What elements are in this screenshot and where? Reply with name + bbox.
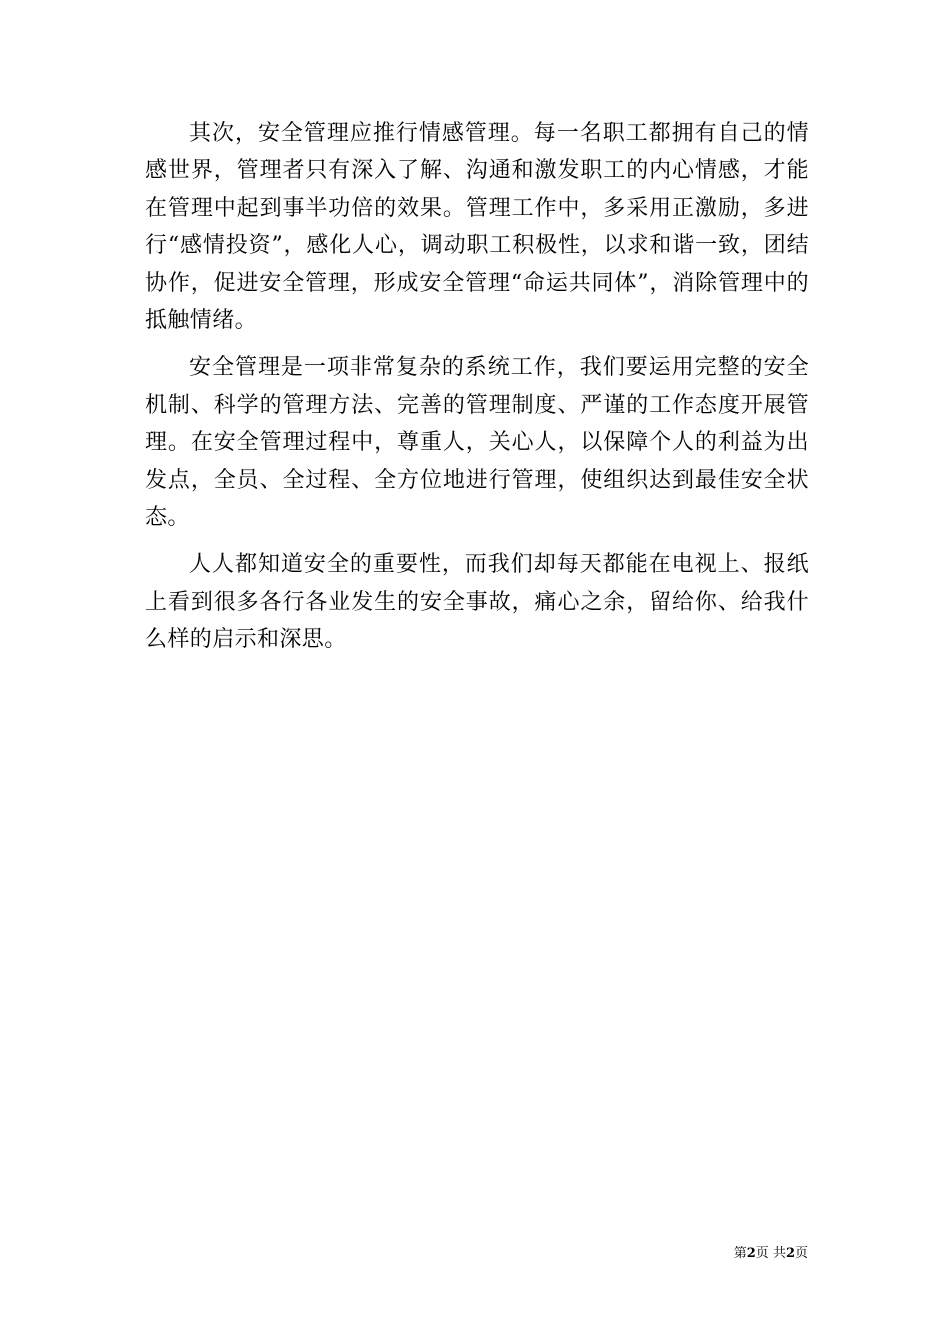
paragraph-3: 人人都知道安全的重要性，而我们却每天都能在电视上、报纸上看到很多各行各业发生的安全事故，痛心之余，留给你、给我什么样的启示和深思。 [145, 552, 809, 653]
paragraph-1: 其次，安全管理应推行情感管理。每一名职工都拥有自己的情感世界，管理者只有深入了解、沟通和激发职工的内心情感，才能在管理中起到事半功倍的效果。管理工作中，多采用正激励，多进行“感情投资”，感化人心，调动职工积极性，以求和谐一致，团结协作，促进安全管理，形成安全管理“命运共同体”，消除管理中的抵触情绪。 [145, 121, 809, 334]
paragraph-2: 安全管理是一项非常复杂的系统工作，我们要运用完整的安全机制、科学的管理方法、完善的管理制度、严谨的工作态度开展管理。在安全管理过程中，尊重人，关心人，以保障个人的利益为出发点，全员、全过程、全方位地进行管理，使组织达到最佳安全状态。 [145, 355, 809, 531]
page-footer [734, 1245, 808, 1263]
footer-middle: 页 共 [755, 1246, 786, 1261]
footer-suffix: 页 [794, 1246, 808, 1261]
total-page-number: 2 [785, 1246, 795, 1261]
current-page-number: 2 [746, 1246, 756, 1261]
document-body [145, 115, 809, 659]
footer-prefix: 第 [733, 1246, 747, 1261]
